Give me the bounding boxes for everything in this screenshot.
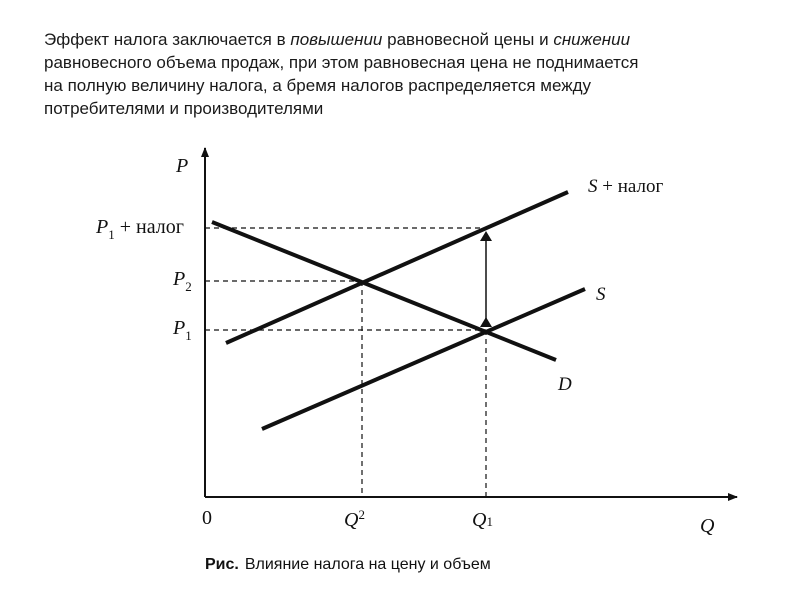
demand-curve — [212, 222, 556, 360]
intro-emphasis-decrease: снижении — [553, 30, 631, 49]
demand-symbol: D — [558, 374, 572, 395]
intro-emphasis-increase: повышении — [290, 30, 383, 49]
x-tick-q2-superscript: 2 — [358, 507, 365, 522]
intro-text-part: Эффект налога заключается в — [44, 30, 291, 49]
x-tick-q1-subscript: 1 — [486, 514, 493, 529]
y-tick-p1-plus-tax — [95, 216, 184, 242]
x-tick-q1-symbol: Q — [472, 509, 487, 531]
caption-prefix: Рис. — [205, 556, 239, 573]
intro-line-2: равновесного объема продаж, при этом равновесная цена не поднимается — [44, 53, 639, 72]
origin-label: 0 — [202, 507, 212, 529]
intro-line-3: на полную величину налога, а бремя налогов распределяется между — [44, 76, 592, 95]
intro-text-part: равновесной цены и — [382, 30, 554, 49]
y-tick-p2 — [172, 268, 192, 294]
intro-line-4: потребителями и производителями — [44, 99, 324, 118]
caption-text: Влияние налога на цену и объем — [244, 556, 491, 573]
x-tick-q1 — [472, 509, 493, 531]
y-tick-p2-subscript: 2 — [185, 279, 192, 294]
supply-label — [596, 284, 606, 305]
y-axis-label: P — [176, 155, 189, 177]
x-tick-q2-symbol: Q — [344, 509, 359, 531]
demand-label — [557, 374, 572, 395]
supply-symbol: S — [596, 284, 606, 305]
y-tick-p2-symbol: P — [173, 268, 186, 290]
x-tick-q2 — [344, 507, 365, 531]
y-tick-p1 — [172, 317, 192, 343]
supply-with-tax-label — [588, 176, 663, 197]
supply-with-tax-suffix: + налог — [597, 176, 664, 197]
y-tick-p1-tax-suffix: + налог — [114, 216, 184, 238]
figure-caption — [205, 556, 491, 574]
y-tick-p1-symbol: P — [173, 317, 186, 339]
y-tick-p1-subscript: 1 — [185, 328, 192, 343]
y-tick-p1-tax-subscript: 1 — [108, 227, 115, 242]
supply-with-tax-symbol: S — [588, 176, 598, 197]
supply-curve — [262, 289, 585, 429]
x-axis-label: Q — [700, 515, 715, 537]
y-tick-p1-tax-symbol: P — [96, 216, 109, 238]
